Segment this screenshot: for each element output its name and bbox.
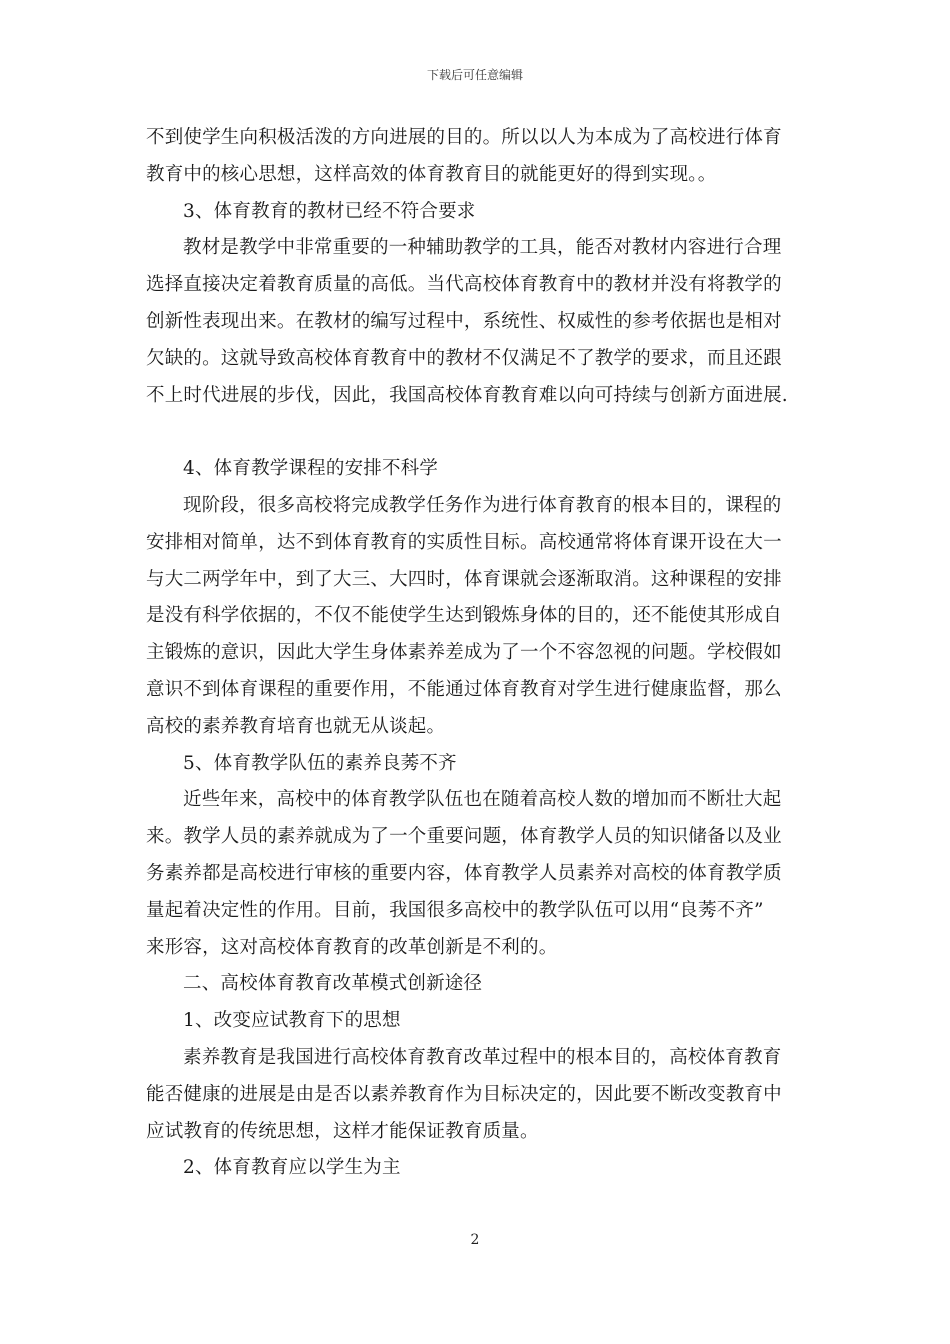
text-line: 主锻炼的意识，因此大学生身体素养差成为了一个不容忽视的问题。学校假如 xyxy=(146,642,782,664)
text-line: 安排相对简单，达不到体育教育的实质性目标。高校通常将体育课开设在大一 xyxy=(146,531,782,553)
text-line: 选择直接决定着教育质量的高低。当代高校体育教育中的教材并没有将教学的 xyxy=(146,274,782,296)
text-line: 与大二两学年中，到了大三、大四时，体育课就会逐渐取消。这种课程的安排 xyxy=(146,568,782,590)
document-body xyxy=(146,120,806,1187)
text-line: 欠缺的。这就导致高校体育教育中的教材不仅满足不了教学的要求，而且还跟 xyxy=(146,347,782,369)
text-line: 应试教育的传统思想，这样才能保证教育质量。 xyxy=(146,1120,539,1142)
text-line: 1、改变应试教育下的思想 xyxy=(183,1010,401,1032)
text-line: 现阶段，很多高校将完成教学任务作为进行体育教育的根本目的，课程的 xyxy=(183,494,782,516)
text-line: 教育中的核心思想，这样高效的体育教育目的就能更好的得到实现。。 xyxy=(146,163,717,185)
text-line: 不到使学生向积极活泼的方向进展的目的。所以以人为本成为了高校进行体育 xyxy=(146,127,782,148)
text-line: 来。教学人员的素养就成为了一个重要问题，体育教学人员的知识储备以及业 xyxy=(146,826,782,848)
page-number: 2 xyxy=(470,1232,480,1248)
text-line: 务素养都是高校进行审核的重要内容，体育教学人员素养对高校的体育教学质 xyxy=(146,862,782,884)
text-line: 意识不到体育课程的重要作用，不能通过体育教育对学生进行健康监督，那么 xyxy=(146,678,782,700)
text-line: 不上时代进展的步伐，因此，我国高校体育教育难以向可持续与创新方面进展. xyxy=(146,384,788,406)
text-line: 来形容，这对高校体育教育的改革创新是不利的。 xyxy=(146,936,558,958)
text-line: 素养教育是我国进行高校体育教育改革过程中的根本目的，高校体育教育 xyxy=(183,1046,782,1068)
page-header: 下载后可任意编辑 xyxy=(426,68,523,82)
text-line: 是没有科学依据的，不仅不能使学生达到锻炼身体的目的，还不能使其形成自 xyxy=(146,605,782,627)
text-line: 量起着决定性的作用。目前，我国很多高校中的教学队伍可以用“良莠不齐” xyxy=(146,899,764,921)
text-line: 高校的素养教育培育也就无从谈起。 xyxy=(146,715,446,737)
text-line: 二、高校体育教育改革模式创新途径 xyxy=(183,973,483,995)
text-line: 4、体育教学课程的安排不科学 xyxy=(183,458,439,480)
text-line: 5、体育教学队伍的素养良莠不齐 xyxy=(183,752,457,774)
text-line: 2、体育教育应以学生为主 xyxy=(183,1157,401,1179)
text-line: 能否健康的进展是由是否以素养教育作为目标决定的，因此要不断改变教育中 xyxy=(146,1083,782,1105)
blank-line xyxy=(146,414,806,451)
text-line: 创新性表现出来。在教材的编写过程中，系统性、权威性的参考依据也是相对 xyxy=(146,310,782,332)
text-line: 教材是教学中非常重要的一种辅助教学的工具，能否对教材内容进行合理 xyxy=(183,237,782,259)
text-line: 3、体育教育的教材已经不符合要求 xyxy=(183,200,476,222)
text-line: 近些年来，高校中的体育教学队伍也在随着高校人数的增加而不断壮大起 xyxy=(183,789,782,811)
